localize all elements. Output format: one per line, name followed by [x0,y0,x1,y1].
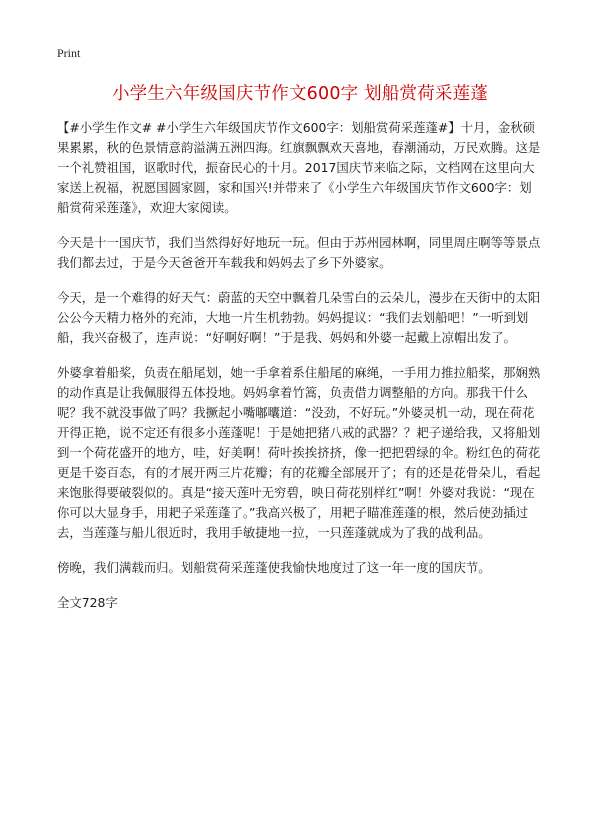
paragraph-2: 今天，是一个难得的好天气：蔚蓝的天空中飘着几朵雪白的云朵儿，漫步在天街中的太阳公公今天精力格外的充沛，大地一片生机勃勃。妈妈提议：“我们去划船吧！”一听到划船，我兴奋极了，连声说：“好啊好啊！”于是我、妈妈和外婆一起戴上凉帽出发了。 [57,290,541,345]
paragraph-3: 外婆拿着船桨，负责在船尾划，她一手拿着系住船尾的麻绳，一手用力推拉船桨，那娴熟的动作真是让我佩服得五体投地。妈妈拿着竹篙，负责借力调整船的方向。那我干什么呢？我不就没事做了吗？我撅起小嘴嘟囔道：“没劲，不好玩。”外婆灵机一动，现在荷花开得正艳，说不定还有很多小莲蓬呢！于是她把猪八戒的武器？？耙子递给我，又将船划到一个荷花盛开的地方，哇，好美啊！荷叶挨挨挤挤，像一把把碧绿的伞。粉红色的荷花更是千姿百态，有的才展开两三片花瓣；有的花瓣全部展开了；有的还是花骨朵儿，看起来饱胀得要破裂似的。真是“接天莲叶无穷碧，映日荷花别样红”啊！外婆对我说：“现在你可以大显身手，用耙子采莲蓬了。”我高兴极了，用耙子瞄准莲蓬的根，然后使劲插过去，当莲蓬与船儿很近时，我用手敏捷地一拉，一只莲蓬就成为了我的战利品。 [57,365,541,540]
article-body [57,118,543,627]
paragraph-1: 今天是十一国庆节，我们当然得好好地玩一玩。但由于苏州园林啊，同里周庄啊等等景点我们都去过，于是今天爸爸开车载我和妈妈去了乡下外婆家。 [57,235,541,270]
paragraph-4: 傍晚，我们满载而归。划船赏荷采莲蓬使我愉快地度过了这一年一度的国庆节。 [57,560,491,575]
print-link[interactable]: Print [57,46,81,60]
paragraph-intro: 【#小学生作文# #小学生六年级国庆节作文600字：划船赏荷采莲蓬#】十月，金秋硕果累累，秋的色景情意韵溢满五洲四海。红旗飘飘欢天喜地，春潮涌动，万民欢腾。这是一个礼赞祖国，讴歌时代，振奋民心的十月。2017国庆节来临之际，文档网在这里向大家送上祝福，祝愿国圆家圆，家和国兴!并带来了《小学生六年级国庆节作文600字：划船赏荷采莲蓬》，欢迎大家阅读。 [57,120,541,215]
article-title: 小学生六年级国庆节作文600字 划船赏荷采莲蓬 [111,84,489,104]
word-count: 全文728字 [57,595,118,610]
